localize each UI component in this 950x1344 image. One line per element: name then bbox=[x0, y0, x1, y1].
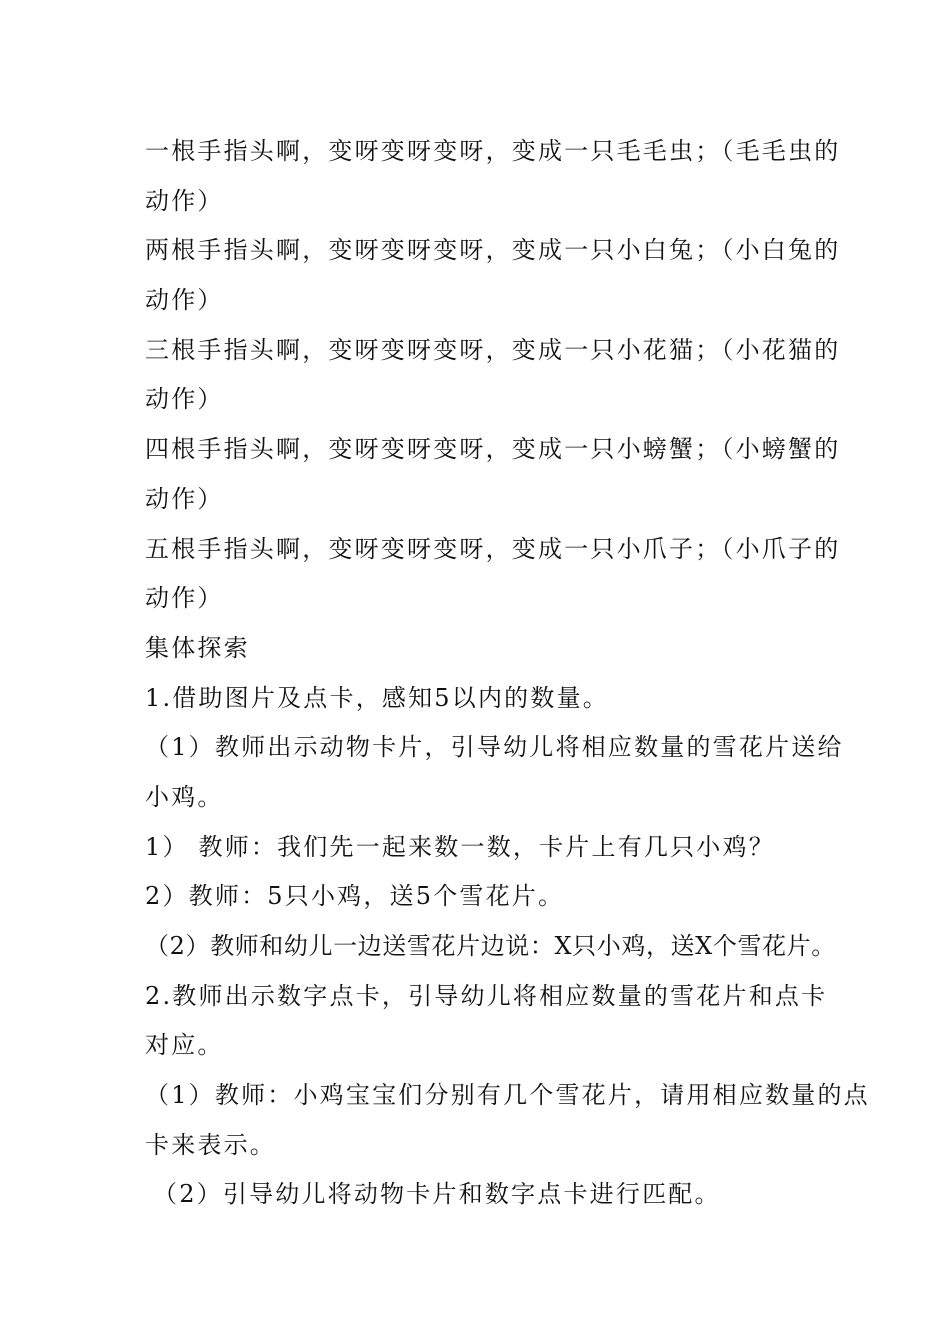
text-line: 四根手指头啊，变呀变呀变呀，变成一只小螃蟹；（小螃蟹的 bbox=[145, 435, 841, 464]
section-heading: 集体探索 bbox=[145, 633, 250, 662]
text-line: 动作） bbox=[145, 484, 224, 513]
text-line: 动作） bbox=[145, 584, 224, 613]
text-line: （1）教师出示动物卡片，引导幼儿将相应数量的雪花片送给 bbox=[145, 733, 844, 762]
text-line: 1.借助图片及点卡，感知5以内的数量。 bbox=[145, 683, 609, 712]
text-line: 1） 教师：我们先一起来数一数，卡片上有几只小鸡？ bbox=[145, 832, 775, 861]
text-line: 五根手指头啊，变呀变呀变呀，变成一只小爪子；（小爪子的 bbox=[145, 534, 841, 563]
text-line: 2.教师出示数字点卡，引导幼儿将相应数量的雪花片和点卡 bbox=[145, 981, 828, 1010]
text-line: 三根手指头啊，变呀变呀变呀，变成一只小花猫；（小花猫的 bbox=[145, 335, 841, 364]
text-line: 2）教师：5只小鸡，送5个雪花片。 bbox=[145, 882, 565, 911]
document-body bbox=[145, 127, 870, 1220]
text-line: 动作） bbox=[145, 385, 224, 414]
text-line: 对应。 bbox=[145, 1031, 224, 1060]
text-line: （2）教师和幼儿一边送雪花片边说：X只小鸡，送X个雪花片。 bbox=[145, 932, 836, 960]
text-line: 一根手指头啊，变呀变呀变呀，变成一只毛毛虫；（毛毛虫的 bbox=[145, 137, 841, 165]
text-line: （2）引导幼儿将动物卡片和数字点卡进行匹配。 bbox=[153, 1180, 721, 1209]
text-line: （1）教师：小鸡宝宝们分别有几个雪花片，请用相应数量的点 bbox=[145, 1081, 870, 1110]
text-line: 动作） bbox=[145, 186, 224, 215]
text-line: 小鸡。 bbox=[145, 782, 224, 811]
text-line: 卡来表示。 bbox=[145, 1130, 276, 1159]
text-line: 两根手指头啊，变呀变呀变呀，变成一只小白兔；（小白兔的 bbox=[145, 236, 841, 265]
text-line: 动作） bbox=[145, 286, 224, 315]
